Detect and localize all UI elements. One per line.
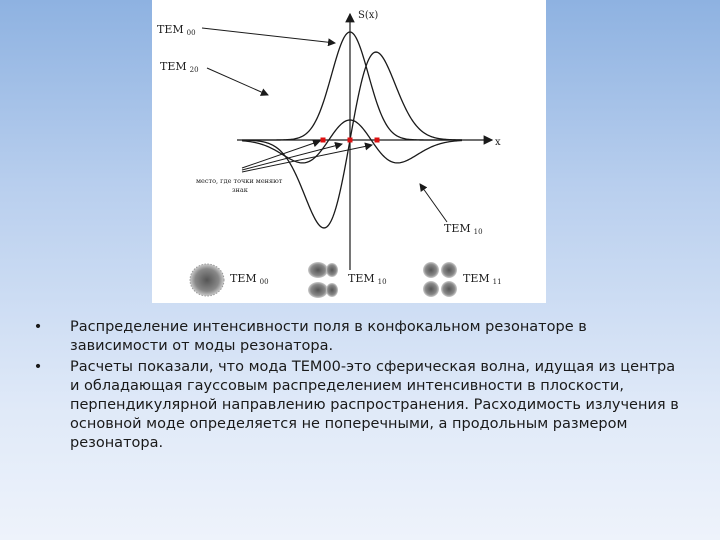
tem10-label: TEM 10 bbox=[444, 222, 483, 236]
sign-change-marker bbox=[348, 138, 353, 143]
y-axis-label: S(x) bbox=[358, 10, 379, 21]
double-spot-icon bbox=[308, 262, 338, 298]
bullet-text: Распределение интенсивности поля в конфокальном резонаторе в зависимости от моды резонатора. bbox=[70, 319, 587, 354]
tem00-pointer bbox=[202, 28, 335, 43]
sign-change-marker bbox=[375, 138, 380, 143]
bullet-list bbox=[28, 318, 688, 455]
tem20-pointer bbox=[207, 68, 268, 95]
quad-spot-icon bbox=[423, 262, 457, 297]
annotation-text: место, где точки меняют bbox=[196, 177, 283, 185]
tem10-pointer bbox=[420, 184, 447, 222]
bullet-dot: • bbox=[33, 319, 43, 335]
x-axis-label: x bbox=[495, 137, 501, 148]
tem00-curve bbox=[242, 32, 462, 140]
single-spot-icon bbox=[190, 264, 224, 296]
bullet-text: Расчеты показали, что мода ТЕМ00-это сферическая волна, идущая из центра и обладающая гауссовым распределением интенсивности в плоскости, перпендикулярной направлению распространения. Расходимость излучения в основной моде определяется не поперечными, а продольным размером резонатора. bbox=[70, 359, 679, 451]
mode-label-tem00: TEM 00 bbox=[230, 272, 269, 286]
mode-label-tem11: TEM 11 bbox=[463, 272, 502, 286]
annotation-text-2: знак bbox=[232, 186, 248, 194]
mode-label-tem10: TEM 10 bbox=[348, 272, 387, 286]
bullet-item bbox=[28, 318, 688, 356]
sign-change-marker bbox=[321, 138, 326, 143]
bullet-item bbox=[28, 358, 688, 453]
tem20-label: TEM 20 bbox=[160, 60, 199, 74]
bullet-dot: • bbox=[33, 359, 43, 375]
annotation-arrow-3 bbox=[242, 145, 372, 172]
mode-diagram bbox=[152, 0, 546, 303]
tem00-label: TEM 00 bbox=[157, 23, 196, 37]
